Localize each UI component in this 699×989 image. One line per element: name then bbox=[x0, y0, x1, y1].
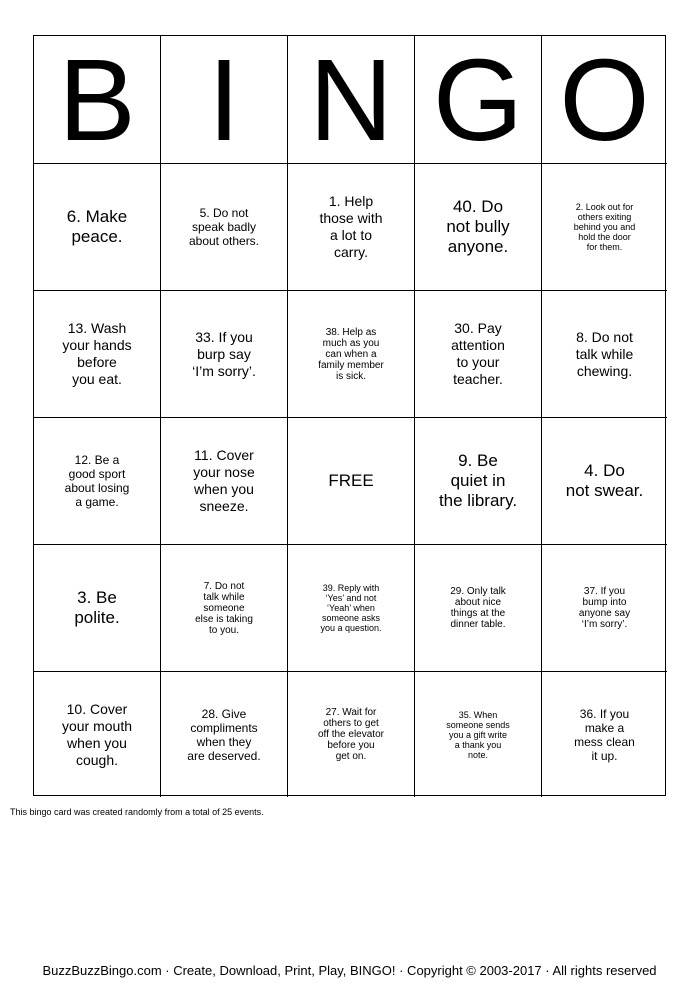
bingo-cell bbox=[288, 545, 415, 672]
bingo-cell bbox=[161, 545, 288, 672]
bingo-cell bbox=[542, 545, 667, 672]
header-letter-o: O bbox=[542, 36, 667, 164]
bingo-cell bbox=[34, 291, 161, 418]
bingo-cell-text: 12. Be a good sport about losing a game. bbox=[64, 453, 130, 509]
header-letter-g: G bbox=[415, 36, 542, 164]
bingo-cell-text: 39. Reply with ‘Yes’ and not ‘Yeah’ when someone asks you a question. bbox=[320, 583, 382, 633]
bingo-cell bbox=[161, 418, 288, 545]
card-note: This bingo card was created randomly from a total of 25 events. bbox=[10, 807, 264, 817]
bingo-cell bbox=[542, 291, 667, 418]
bingo-cell bbox=[415, 291, 542, 418]
bingo-cell-text: FREE bbox=[328, 471, 374, 490]
bingo-cell bbox=[288, 164, 415, 291]
bingo-cell-text: 7. Do not talk while someone else is taking to you. bbox=[195, 580, 253, 636]
bingo-cell-text: 3. Be polite. bbox=[74, 588, 120, 627]
bingo-cell bbox=[415, 672, 542, 797]
header-letter-i: I bbox=[161, 36, 288, 164]
bingo-cell-text: 40. Do not bully anyone. bbox=[446, 197, 510, 256]
header-letter-n: N bbox=[288, 36, 415, 164]
bingo-cell-text: 13. Wash your hands before you eat. bbox=[62, 320, 132, 387]
bingo-cell-text: 10. Cover your mouth when you cough. bbox=[61, 700, 133, 768]
bingo-cell-text: 33. If you burp say ‘I’m sorry’. bbox=[192, 328, 256, 379]
header-letter-b: B bbox=[34, 36, 161, 164]
bingo-cell bbox=[161, 164, 288, 291]
footer-copyright: BuzzBuzzBingo.com · Create, Download, Print, Play, BINGO! · Copyright © 2003-2017 · All rights reserved bbox=[42, 963, 657, 978]
bingo-cell-text: 37. If you bump into anyone say ‘I’m sorry’. bbox=[578, 586, 631, 630]
bingo-cell bbox=[34, 418, 161, 545]
bingo-cell-text: 27. Wait for others to get off the elevator before you get on. bbox=[318, 707, 384, 762]
bingo-cell bbox=[415, 418, 542, 545]
bingo-cell bbox=[34, 672, 161, 797]
bingo-cell bbox=[288, 291, 415, 418]
bingo-cell bbox=[34, 545, 161, 672]
bingo-cell bbox=[542, 418, 667, 545]
bingo-cell bbox=[34, 164, 161, 291]
bingo-cell-text: 8. Do not talk while chewing. bbox=[575, 328, 634, 379]
bingo-card bbox=[33, 35, 666, 796]
bingo-cell-text: 4. Do not swear. bbox=[565, 461, 644, 500]
bingo-cell bbox=[415, 164, 542, 291]
bingo-cell-text: 36. If you make a mess clean it up. bbox=[574, 706, 635, 763]
bingo-cell bbox=[542, 164, 667, 291]
bingo-cell-text: 30. Pay attention to your teacher. bbox=[451, 320, 505, 387]
bingo-cell-text: 35. When someone sends you a gift write a thank you note. bbox=[446, 709, 510, 760]
bingo-cell-text: 38. Help as much as you can when a family member is sick. bbox=[318, 326, 384, 382]
bingo-cell bbox=[415, 545, 542, 672]
bingo-cell-text: 28. Give compliments when they are deserved. bbox=[187, 706, 261, 763]
bingo-cell-text: 9. Be quiet in the library. bbox=[438, 451, 518, 510]
bingo-cell-text: 2. Look out for others exiting behind you and hold the door for them. bbox=[573, 202, 636, 252]
bingo-cell-text: 5. Do not speak badly about others. bbox=[188, 206, 260, 248]
bingo-cell bbox=[161, 291, 288, 418]
bingo-cell-text: 1. Help those with a lot to carry. bbox=[319, 193, 383, 260]
bingo-cell bbox=[161, 672, 288, 797]
bingo-cell bbox=[288, 672, 415, 797]
bingo-cell bbox=[542, 672, 667, 797]
bingo-cell-text: 29. Only talk about nice things at the dinner table. bbox=[450, 586, 506, 630]
bingo-cell-text: 11. Cover your nose when you sneeze. bbox=[193, 447, 255, 514]
bingo-cell-text: 6. Make peace. bbox=[66, 207, 128, 246]
bingo-cell bbox=[288, 418, 415, 545]
